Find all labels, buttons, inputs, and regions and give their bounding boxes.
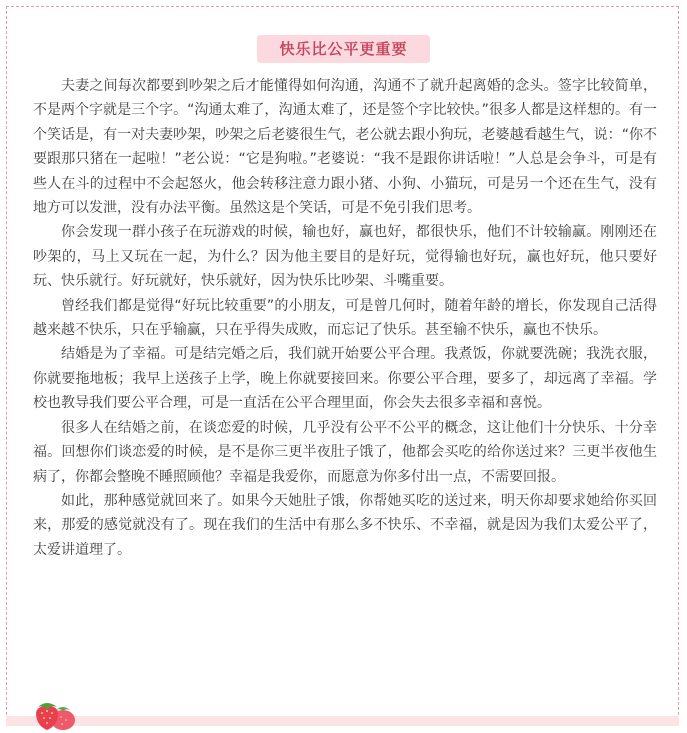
paragraph: 曾经我们都是觉得“好玩比较重要”的小朋友，可是曾几何时，随着年龄的增长，你发现自己活得越来越不快乐，只在乎输赢，只在乎得失成败，而忘记了快乐。甚至输不快乐，赢也不快乐。 <box>33 297 657 339</box>
strawberry-icon <box>30 698 80 732</box>
paragraph: 你会发现一群小孩子在玩游戏的时候，输也好，赢也好，都很快乐，他们不计较输赢。刚刚还在吵架的，马上又玩在一起，为什么？因为他主要目的是好玩，觉得输也好玩，赢也好玩，他只要好玩、快乐就行。好玩就好，快乐就好，因为快乐比吵架、斗嘴重要。 <box>33 224 657 290</box>
paragraph: 如此，那种感觉就回来了。如果今天她肚子饿，你帮她买吃的送过来，明天你却要求她给你买回来，那爱的感觉就没有了。现在我们的生活中有那么多不快乐、不幸福，就是因为我们太爱公平了，太爱讲道理了。 <box>33 492 657 558</box>
paragraph: 结婚是为了幸福。可是结完婚之后，我们就开始要公平合理。我煮饭，你就要洗碗；我洗衣服，你就要拖地板；我早上送孩子上学，晚上你就要接回来。你要公平合理，要多了，却远离了幸福。学校也教导我们要公平合理，可是一直活在公平合理里面，你会失去很多幸福和喜悦。 <box>33 346 657 412</box>
title-wrap <box>0 35 687 63</box>
paragraph: 夫妻之间每次都要到吵架之后才能懂得如何沟通，沟通不了就升起离婚的念头。签字比较简单，不是两个字就是三个字。“沟通太难了，沟通太难了，还是签个字比较快。”很多人都是这样想的。有一个笑话是，有一对夫妻吵架，吵架之后老婆很生气，老公就去跟小狗玩，老婆越看越生气，说：“你不要跟那只猪在一起啦！”老公说：“它是狗啦。”老婆说：“我不是跟你讲话啦！”人总是会争斗，可是有些人在斗的过程中不会起怒火，他会转移注意力跟小猪、小狗、小猫玩，可是另一个还在生气，没有地方可以发泄，没有办法平衡。虽然这是个笑话，可是不免引我们思考。 <box>33 78 657 217</box>
article-body <box>33 74 657 562</box>
paragraph: 很多人在结婚之前，在谈恋爱的时候，几乎没有公平不公平的概念，这让他们十分快乐、十分幸福。回想你们谈恋爱的时候，是不是你三更半夜肚子饿了，他都会买吃的给你送过来？三更半夜他生病了，你都会整晚不睡照顾他？幸福是我爱你，而愿意为你多付出一点，不需要回报。 <box>33 419 657 485</box>
article-title: 快乐比公平更重要 <box>257 35 429 63</box>
bottom-band <box>6 716 679 726</box>
